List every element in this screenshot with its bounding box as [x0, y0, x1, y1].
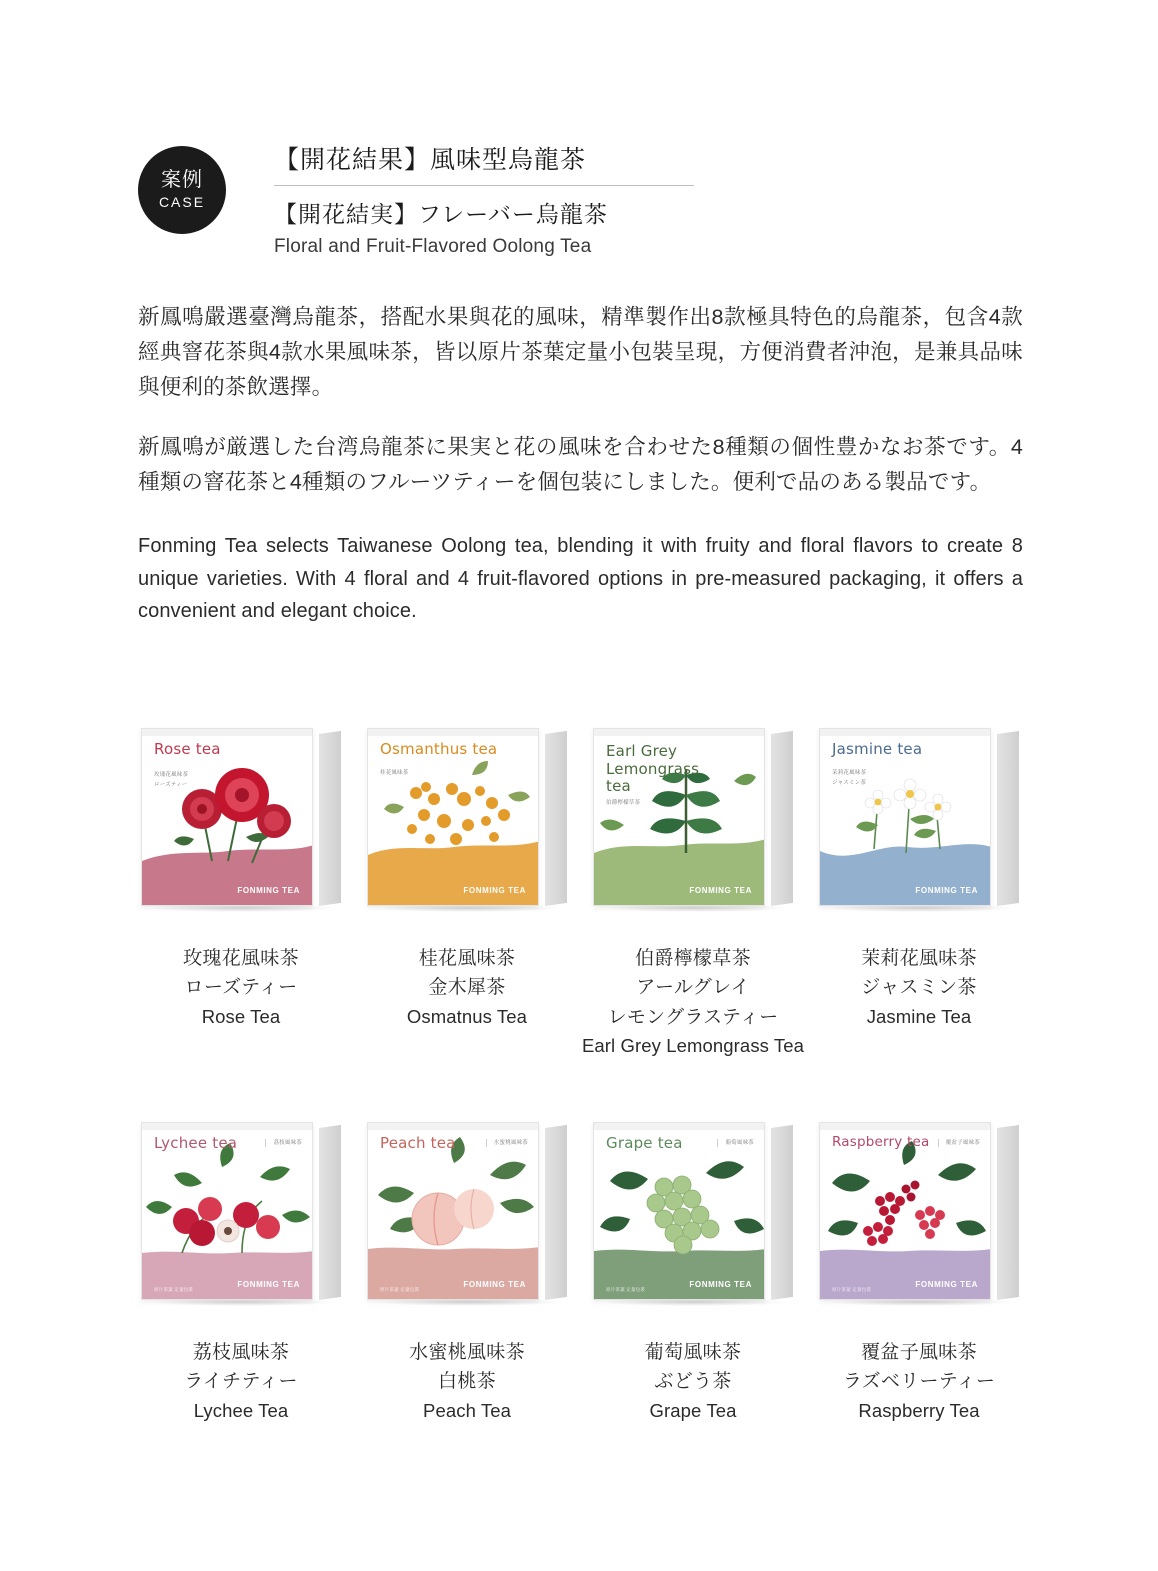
product-name-en: Raspberry Tea: [858, 1399, 980, 1421]
product-name-en: Rose Tea: [201, 1005, 281, 1027]
pack-brand-earlgrey: FONMING TEA: [689, 886, 752, 895]
product-name-cn: 伯爵檸檬草茶: [635, 948, 751, 969]
paragraph-jp: 新鳳鳴が厳選した台湾烏龍茶に果実と花の風味を合わせた8種類の個性豊かなお茶です。4種類の窨花茶と4種類のフルーツティーを個包装にしました。便利で品のある製品です。: [138, 435, 1023, 495]
product-image-grape: [593, 1122, 793, 1312]
product-image-jasmine: [819, 728, 1019, 918]
page-title-jp: 【開花結実】フレーバー烏龍茶: [274, 201, 608, 227]
pack-title-peach: Peach tea: [380, 1134, 456, 1152]
case-badge-label-en: CASE: [158, 194, 206, 211]
pack-subtitle-earlgrey-cn: 伯爵檸檬草茶: [606, 800, 641, 806]
box-front-panel: [819, 728, 991, 906]
pack-subtitle-raspberry: 覆盆子風味茶: [938, 1139, 980, 1147]
product-card-rose: [130, 728, 352, 1061]
product-name-cn: 覆盆子風味茶: [861, 1342, 977, 1363]
pack-subtitle-jasmine-cn: 茉莉花風味茶: [832, 770, 867, 776]
pack-title-grape: Grape tea: [606, 1134, 683, 1152]
case-badge: [138, 146, 226, 234]
product-name-jp: ラズベリーティー: [842, 1371, 996, 1393]
product-card-peach: [356, 1122, 578, 1426]
pack-footnote-lychee: 原片茶葉 定量包裝: [154, 1287, 194, 1293]
box-front-panel: [141, 728, 313, 906]
pack-footnote-peach: 原片茶葉 定量包裝: [380, 1287, 420, 1293]
box-side-panel: [771, 1125, 793, 1300]
product-caption-rose: [183, 944, 299, 1032]
pack-title-lychee: Lychee tea: [154, 1134, 238, 1152]
pack-title-jasmine: Jasmine tea: [832, 740, 923, 758]
product-image-lychee: [141, 1122, 341, 1312]
pack-brand-jasmine: FONMING TEA: [915, 886, 978, 895]
product-name-en: Peach Tea: [423, 1399, 511, 1421]
box-side-panel: [319, 731, 341, 906]
product-caption-raspberry: [843, 1338, 995, 1426]
box-side-panel: [545, 731, 567, 906]
box-front-panel: [367, 1122, 539, 1300]
box-front-panel: [367, 728, 539, 906]
product-name-jp2: レモングラスティー: [607, 1006, 779, 1028]
pack-title-rose: Rose tea: [154, 740, 221, 758]
box-front-panel: [141, 1122, 313, 1300]
product-grid-row-2: [130, 1122, 1030, 1426]
product-name-jp: ローズティー: [184, 977, 298, 999]
product-card-osmanthus: [356, 728, 578, 1061]
product-name-jp: ジャスミン茶: [861, 977, 977, 999]
product-name-jp: 金木犀茶: [428, 977, 506, 999]
product-grid-row-1: [130, 728, 1030, 1061]
paragraph-en: Fonming Tea selects Taiwanese Oolong tea, blending it with fruity and floral flavors to create 8 unique varieties. With 4 floral and 4 fruit-flavored options in pre-measured packaging, it offers a convenient and elegant choice.: [138, 535, 1023, 622]
product-name-en: Lychee Tea: [193, 1399, 289, 1421]
product-name-en: Osmatnus Tea: [406, 1005, 528, 1027]
pack-subtitle-jasmine-jp: ジャスミン茶: [832, 780, 867, 786]
pack-footnote-grape: 原片茶葉 定量包裝: [606, 1287, 646, 1293]
product-name-en: Grape Tea: [649, 1399, 737, 1421]
case-badge-label-cn: 案例: [161, 169, 203, 192]
product-name-cn: 葡萄風味茶: [644, 1342, 742, 1363]
box-side-panel: [771, 731, 793, 906]
page-title-en: Floral and Fruit-Flavored Oolong Tea: [274, 236, 592, 257]
product-caption-earlgrey: [582, 944, 804, 1061]
pack-brand-rose: FONMING TEA: [237, 886, 300, 895]
pack-subtitle-peach: 水蜜桃風味茶: [486, 1139, 528, 1147]
body-copy: [138, 300, 1023, 653]
title-block: [274, 140, 1024, 258]
product-name-jp: 白桃茶: [438, 1371, 496, 1393]
product-image-peach: [367, 1122, 567, 1312]
product-name-jp: ぶどう茶: [654, 1371, 732, 1393]
product-caption-grape: [645, 1338, 742, 1426]
title-divider: [274, 185, 694, 186]
product-image-earlgrey: [593, 728, 793, 918]
product-caption-peach: [409, 1338, 525, 1426]
pack-footnote-raspberry: 原片茶葉 定量包裝: [832, 1287, 872, 1293]
page-title-cn: 【開花結果】風味型烏龍茶: [274, 146, 587, 174]
header: [138, 140, 1028, 270]
product-card-grape: [582, 1122, 804, 1426]
product-name-en: Jasmine Tea: [866, 1005, 972, 1027]
pack-title-raspberry: Raspberry tea: [832, 1134, 930, 1150]
product-caption-osmanthus: [407, 944, 527, 1032]
box-side-panel: [997, 731, 1019, 906]
product-name-cn: 桂花風味茶: [418, 948, 516, 969]
box-side-panel: [319, 1125, 341, 1300]
box-side-panel: [545, 1125, 567, 1300]
pack-subtitle-lychee: 荔枝風味茶: [265, 1139, 302, 1147]
pack-subtitle-rose-cn: 玫瑰花風味茶: [154, 772, 189, 778]
product-image-osmanthus: [367, 728, 567, 918]
box-side-panel: [997, 1125, 1019, 1300]
product-name-jp: アールグレイ: [636, 977, 750, 999]
pack-brand-osmanthus: FONMING TEA: [463, 886, 526, 895]
product-card-lychee: [130, 1122, 352, 1426]
box-front-panel: [819, 1122, 991, 1300]
pack-brand-peach: FONMING TEA: [463, 1280, 526, 1289]
pack-brand-raspberry: FONMING TEA: [915, 1280, 978, 1289]
pack-subtitle-rose-jp: ローズティー: [154, 782, 188, 788]
product-name-cn: 荔枝風味茶: [192, 1342, 290, 1363]
product-caption-jasmine: [861, 944, 977, 1032]
box-front-panel: [593, 1122, 765, 1300]
pack-brand-grape: FONMING TEA: [689, 1280, 752, 1289]
product-name-cn: 玫瑰花風味茶: [183, 948, 299, 969]
paragraph-cn: 新鳳鳴嚴選臺灣烏龍茶，搭配水果與花的風味，精準製作出8款極具特色的烏龍茶，包含4款經典窨花茶與4款水果風味茶，皆以原片茶葉定量小包裝呈現，方便消費者沖泡，是兼具品味與便利的茶飲選擇。: [138, 305, 1023, 399]
product-card-jasmine: [808, 728, 1030, 1061]
pack-brand-lychee: FONMING TEA: [237, 1280, 300, 1289]
product-name-cn: 茉莉花風味茶: [861, 948, 977, 969]
product-image-raspberry: [819, 1122, 1019, 1312]
product-card-earlgrey: [582, 728, 804, 1061]
product-name-cn: 水蜜桃風味茶: [409, 1342, 525, 1363]
product-image-rose: [141, 728, 341, 918]
product-card-raspberry: [808, 1122, 1030, 1426]
product-caption-lychee: [184, 1338, 298, 1426]
pack-subtitle-osmanthus-cn: 桂花風味茶: [380, 770, 409, 776]
product-name-en: Earl Grey Lemongrass Tea: [581, 1035, 805, 1057]
pack-title-osmanthus: Osmanthus tea: [380, 740, 498, 758]
pack-subtitle-grape: 葡萄風味茶: [717, 1139, 754, 1147]
box-front-panel: [593, 728, 765, 906]
product-name-jp: ライチティー: [184, 1371, 298, 1393]
pack-title-earlgrey: Earl Grey Lemongrass tea: [606, 742, 700, 796]
